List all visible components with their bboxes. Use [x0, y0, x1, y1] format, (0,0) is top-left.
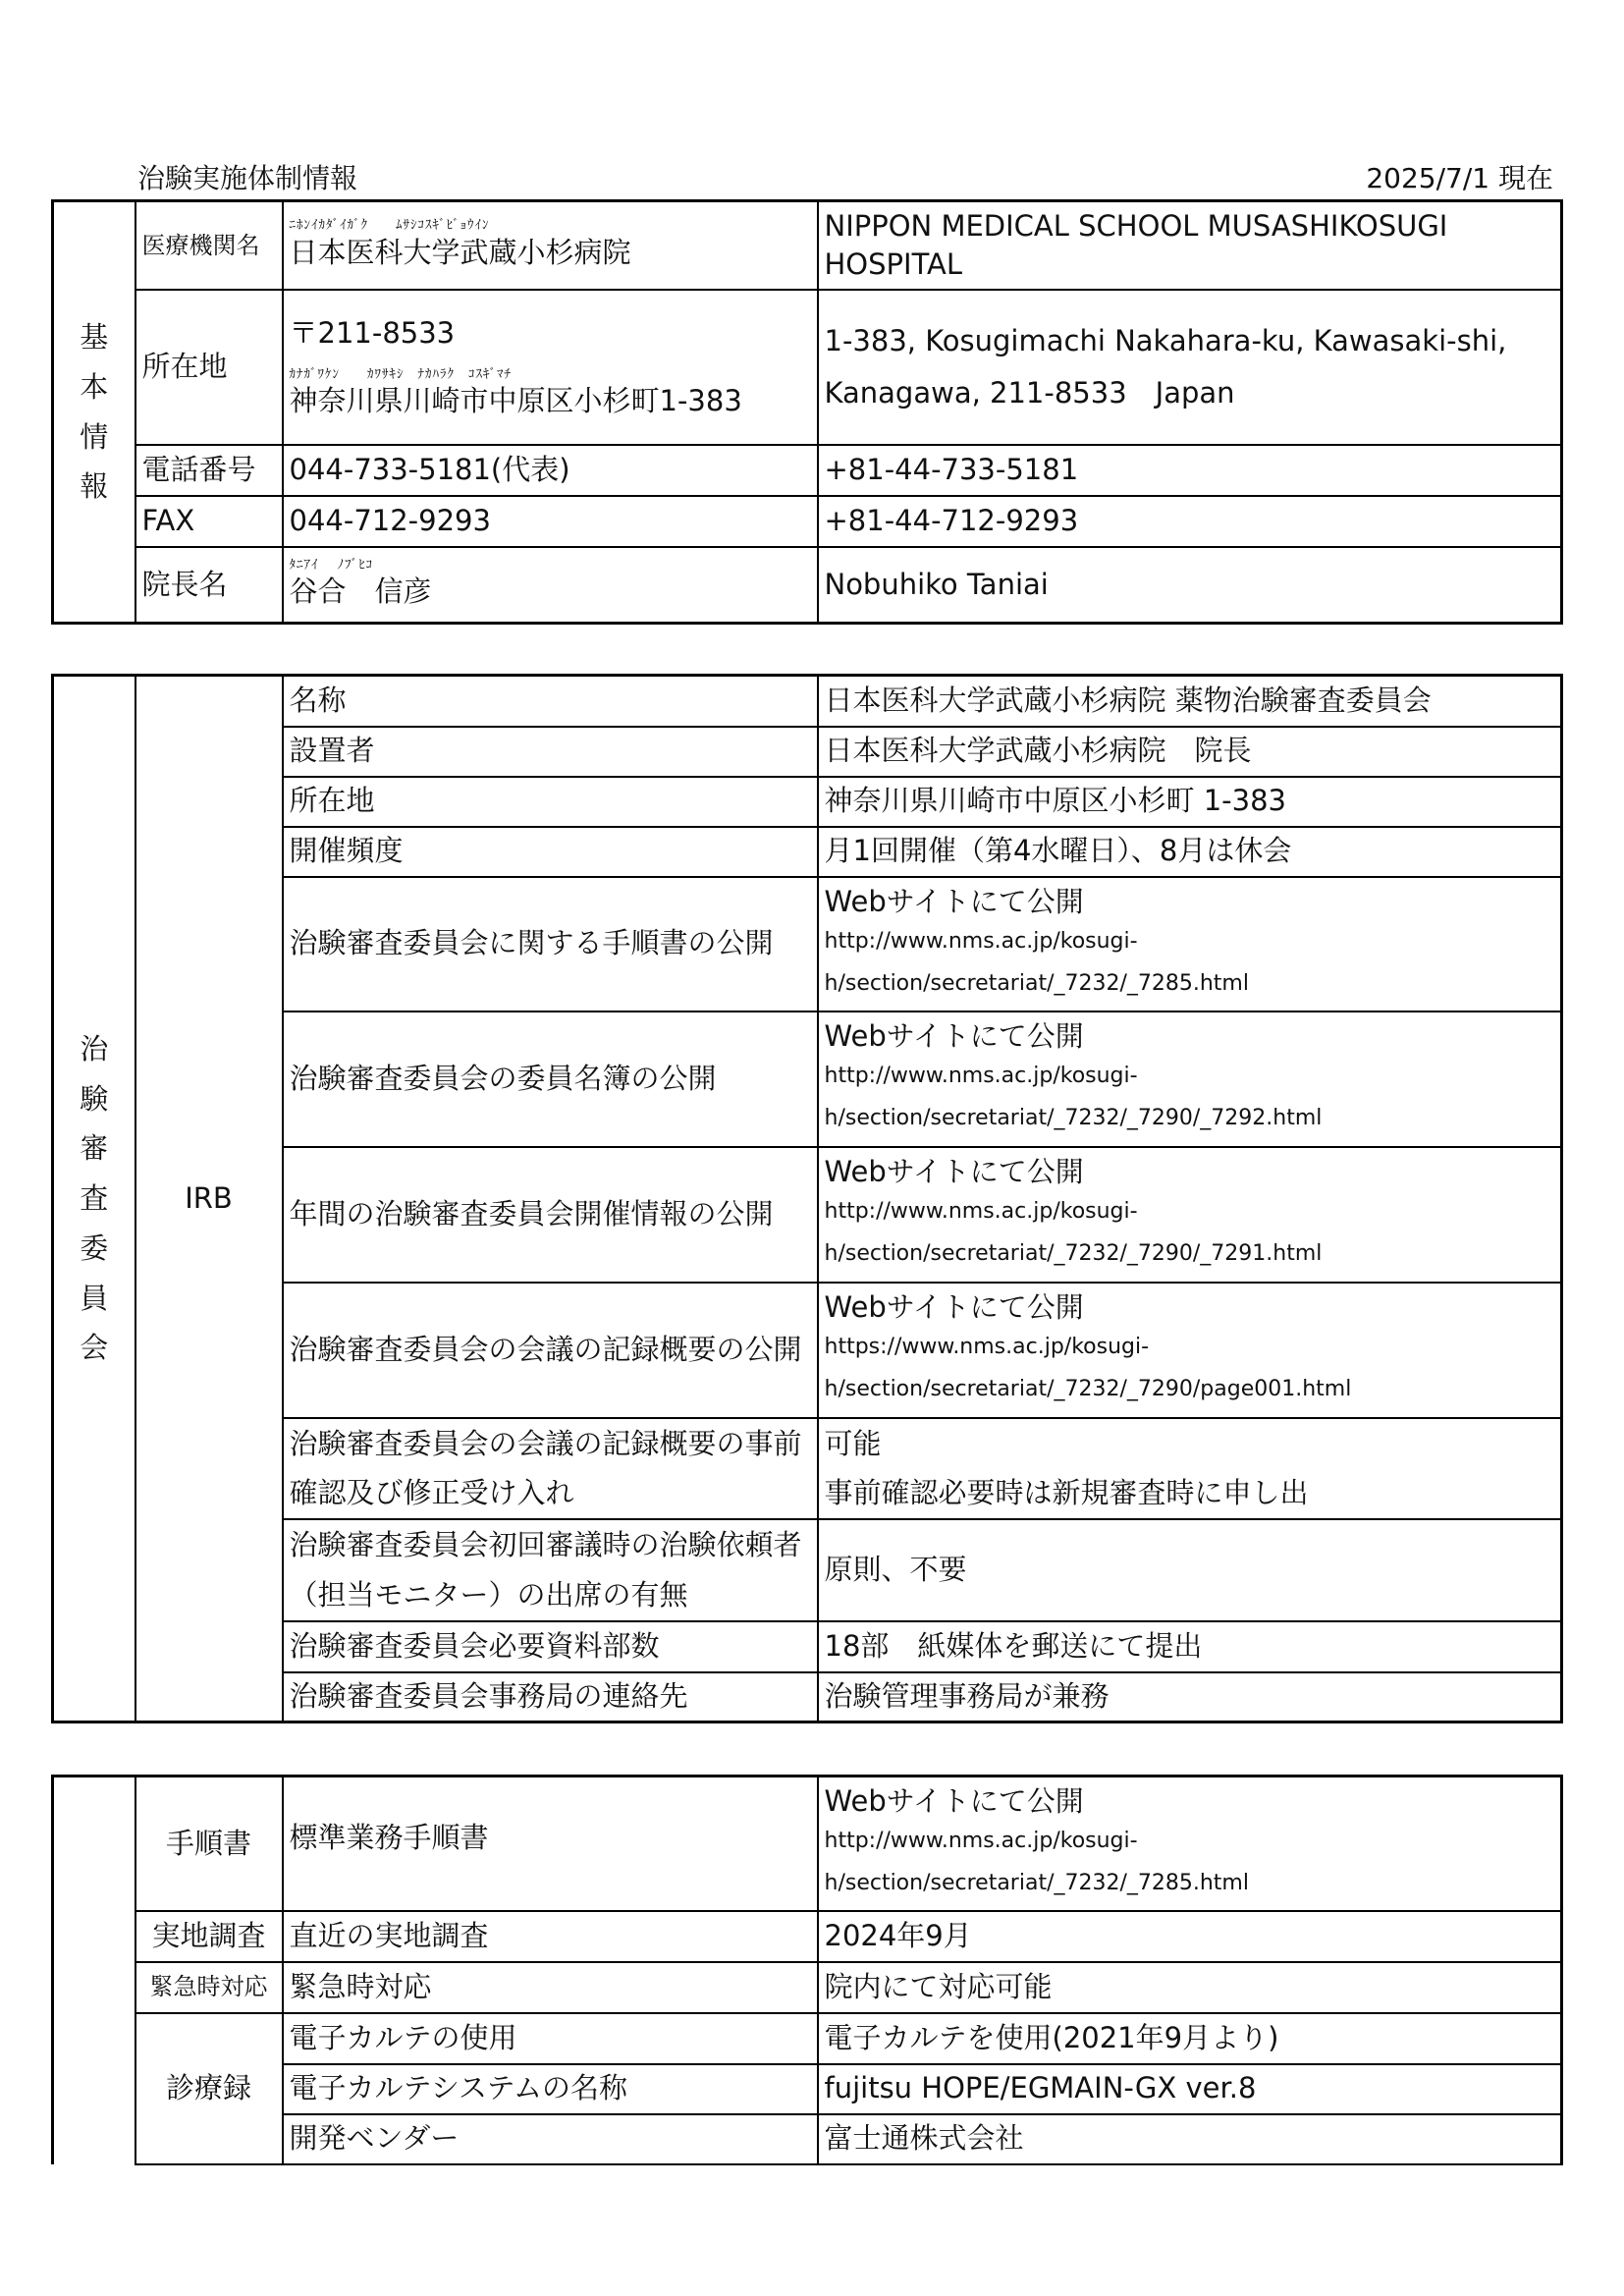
irb-row-label: 治験審査委員会事務局の連絡先	[283, 1672, 818, 1722]
address-en: 1-383, Kosugimachi Nakahara-ku, Kawasaki-shi, Kanagawa, 211-8533 Japan	[818, 290, 1562, 445]
irb-url-link: http://www.nms.ac.jp/kosugi-	[824, 928, 1138, 954]
records-value: 富士通株式会社	[818, 2114, 1562, 2164]
irb-row-label: 年間の治験審査委員会開催情報の公開	[283, 1147, 818, 1283]
phone-jp: 044-733-5181(代表)	[283, 445, 818, 496]
irb-row-value: 神奈川県川崎市中原区小杉町 1-383	[818, 777, 1562, 827]
irb-row-label: 治験審査委員会必要資料部数	[283, 1621, 818, 1672]
hospital-name-jp	[283, 201, 818, 290]
records-label: 電子カルテシステムの名称	[283, 2064, 818, 2114]
irb-row-label: 治験審査委員会の委員名簿の公開	[283, 1011, 818, 1147]
audit-category: 実地調査	[135, 1911, 283, 1962]
hospital-name-ruby: ﾆﾎﾝｲｶﾀﾞｲｶﾞｸ ﾑｻｼｺｽｷﾞﾋﾞｮｳｲﾝ	[289, 218, 490, 234]
irb-row-value: 日本医科大学武蔵小杉病院 院長	[818, 727, 1562, 777]
phone-label: 電話番号	[135, 445, 283, 496]
fax-jp: 044-712-9293	[283, 496, 818, 547]
irb-row-value: Webサイトにて公開 http://www.nms.ac.jp/kosugi- h/section/secretariat/_7232/_7290/_7291.html	[818, 1147, 1562, 1283]
operations-table	[51, 1775, 1563, 2165]
irb-row-label: 名称	[283, 676, 818, 727]
irb-row-label: 開催頻度	[283, 827, 818, 877]
hospital-name-en: NIPPON MEDICAL SCHOOL MUSASHIKOSUGI HOSPITAL	[818, 201, 1562, 290]
basic-info-section-label: 基 本 情 報	[53, 201, 135, 624]
sop-value: Webサイトにて公開 http://www.nms.ac.jp/kosugi- h/section/secretariat/_7232/_7285.html	[818, 1777, 1562, 1911]
irb-row-label: 治験審査委員会の会議の記録概要の公開	[283, 1283, 818, 1418]
irb-row-label: 所在地	[283, 777, 818, 827]
irb-row-value: Webサイトにて公開 https://www.nms.ac.jp/kosugi- h/section/secretariat/_7232/_7290/page001.html	[818, 1283, 1562, 1418]
address-ruby: ｶﾅｶﾞﾜｹﾝ ｶﾜｻｷｼ ﾅｶﾊﾗｸ ｺｽｷﾞﾏﾁ	[289, 366, 513, 382]
records-value: fujitsu HOPE/EGMAIN-GX ver.8	[818, 2064, 1562, 2114]
hospital-name-label: 医療機関名	[135, 201, 283, 290]
audit-label: 直近の実地調査	[283, 1911, 818, 1962]
address-jp	[283, 290, 818, 445]
director-name: 谷合 信彦	[289, 574, 432, 609]
emergency-category: 緊急時対応	[135, 1962, 283, 2013]
irb-row-value: 治験管理事務局が兼務	[818, 1672, 1562, 1722]
irb-url-link: http://www.nms.ac.jp/kosugi-	[824, 1064, 1138, 1089]
director-ruby: ﾀﾆｱｲ ﾉﾌﾞﾋｺ	[289, 557, 374, 573]
irb-row-label: 設置者	[283, 727, 818, 777]
irb-url-link: http://www.nms.ac.jp/kosugi-	[824, 1199, 1138, 1225]
irb-row-value: 可能 事前確認必要時は新規審査時に申し出	[818, 1418, 1562, 1520]
as-of-date: 2025/7/1 現在	[1366, 162, 1553, 194]
hospital-name-text: 日本医科大学武蔵小杉病院	[289, 235, 631, 269]
irb-row-label: 治験審査委員会の会議の記録概要の事前確認及び修正受け入れ	[283, 1418, 818, 1520]
irb-row-value: Webサイトにて公開 http://www.nms.ac.jp/kosugi- h/section/secretariat/_7232/_7285.html	[818, 877, 1562, 1011]
document-title: 治験実施体制情報	[137, 162, 358, 194]
irb-row-value: 日本医科大学武蔵小杉病院 薬物治験審査委員会	[818, 676, 1562, 727]
sop-label: 標準業務手順書	[283, 1777, 818, 1911]
irb-url-link: https://www.nms.ac.jp/kosugi-	[824, 1335, 1150, 1360]
fax-en: +81-44-712-9293	[818, 496, 1562, 547]
irb-row-value: Webサイトにて公開 http://www.nms.ac.jp/kosugi- h/section/secretariat/_7232/_7290/_7292.html	[818, 1011, 1562, 1147]
audit-value: 2024年9月	[818, 1911, 1562, 1962]
operations-section-label	[53, 1777, 135, 2164]
director-label: 院長名	[135, 547, 283, 624]
irb-row-label: 治験審査委員会初回審議時の治験依頼者（担当モニター）の出席の有無	[283, 1519, 818, 1621]
records-label: 開発ベンダー	[283, 2114, 818, 2164]
records-value: 電子カルテを使用(2021年9月より)	[818, 2013, 1562, 2064]
director-jp	[283, 547, 818, 624]
records-category: 診療録	[135, 2013, 283, 2164]
emergency-value: 院内にて対応可能	[818, 1962, 1562, 2013]
fax-label: FAX	[135, 496, 283, 547]
irb-table	[51, 674, 1563, 1723]
sop-url-link: http://www.nms.ac.jp/kosugi-	[824, 1828, 1138, 1853]
irb-section-label: 治 験 審 査 委 員 会	[53, 676, 135, 1722]
address-label: 所在地	[135, 290, 283, 445]
basic-info-table	[51, 199, 1563, 625]
irb-sub-label: IRB	[135, 676, 283, 1722]
records-label: 電子カルテの使用	[283, 2013, 818, 2064]
postal-code: 〒211-8533	[289, 316, 456, 351]
phone-en: +81-44-733-5181	[818, 445, 1562, 496]
irb-row-value: 原則、不要	[818, 1519, 1562, 1621]
address-text: 神奈川県川崎市中原区小杉町1-383	[289, 384, 742, 418]
emergency-label: 緊急時対応	[283, 1962, 818, 2013]
sop-category: 手順書	[135, 1777, 283, 1911]
director-en: Nobuhiko Taniai	[818, 547, 1562, 624]
irb-row-value: 月1回開催（第4水曜日）、8月は休会	[818, 827, 1562, 877]
irb-row-label: 治験審査委員会に関する手順書の公開	[283, 877, 818, 1011]
irb-row-value: 18部 紙媒体を郵送にて提出	[818, 1621, 1562, 1672]
